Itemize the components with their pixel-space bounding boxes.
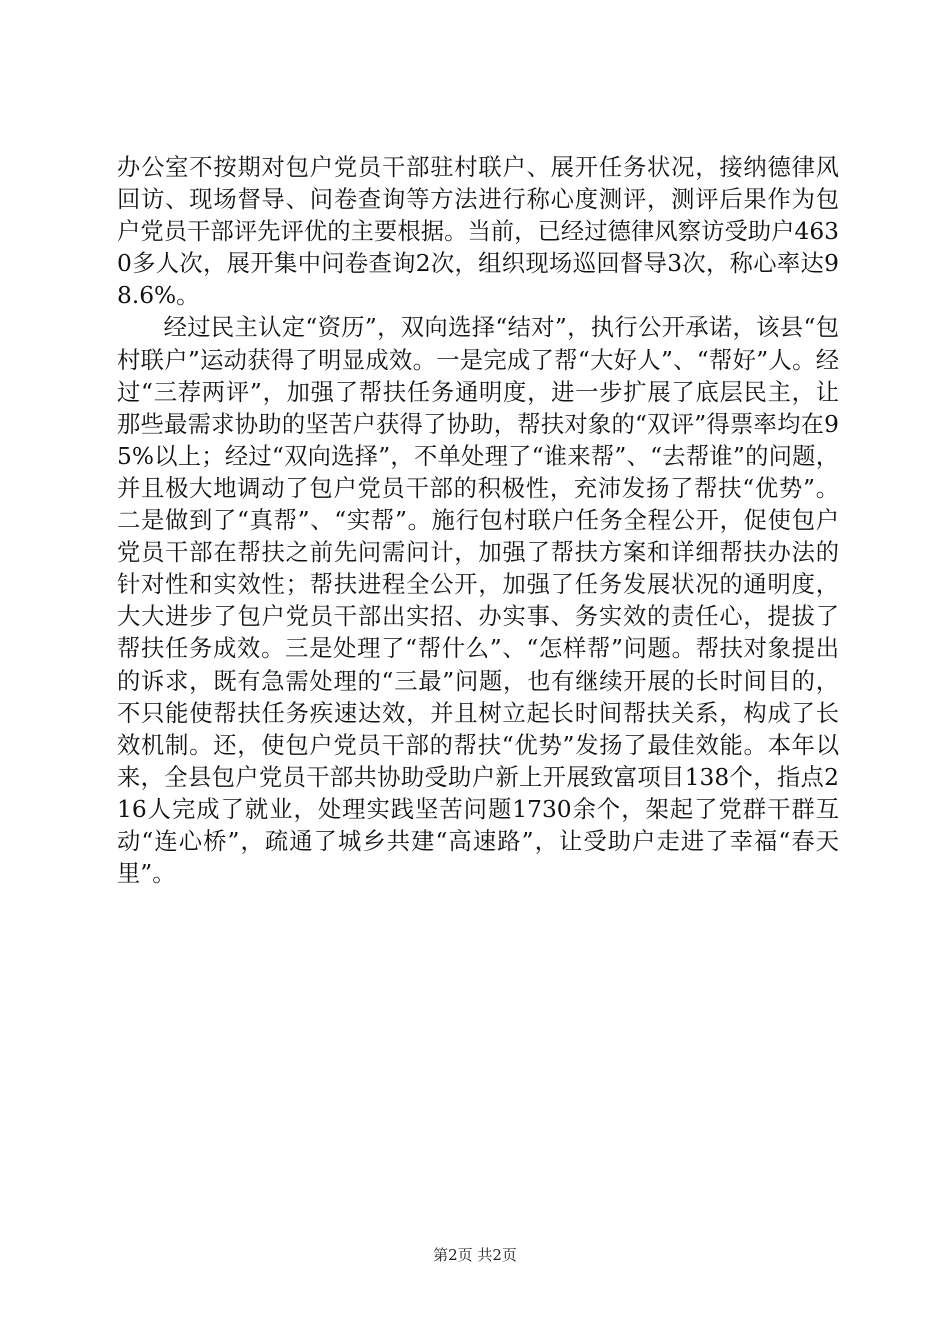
page-footer xyxy=(0,1244,950,1265)
paragraph-1: 办公室不按期对包户党员干部驻村联户、展开任务状况，接纳德律风回访、现场督导、问卷查询等方法进行称心度测评，测评后果作为包户党员干部评先评优的主要根据。当前，已经过德律风察访受助户4630多人次，展开集中问卷查询2次，组织现场巡回督导3次，称心率达98.6%。 xyxy=(117,154,839,310)
paragraph-2: 经过民主认定“资历”，双向选择“结对”，执行公开承诺，该县“包村联户”运动获得了明显成效。一是完成了帮“大好人”、“帮好”人。经过“三荐两评”，加强了帮扶任务通明度，进一步扩展了底层民主，让那些最需求协助的坚苦户获得了协助，帮扶对象的“双评”得票率均在95%以上；经过“双向选择”，不单处理了“谁来帮”、“去帮谁”的问题，并且极大地调动了包户党员干部的积极性，充沛发扬了帮扶“优势”。二是做到了“真帮”、“实帮”。施行包村联户任务全程公开，促使包户党员干部在帮扶之前先问需问计，加强了帮扶方案和详细帮扶办法的针对性和实效性；帮扶进程全公开，加强了任务发展状况的通明度，大大进步了包户党员干部出实招、办实事、务实效的责任心，提拔了帮扶任务成效。三是处理了“帮什么”、“怎样帮”问题。帮扶对象提出的诉求，既有急需处理的“三最”问题，也有继续开展的长时间目的，不只能使帮扶任务疾速达效，并且树立起长时间帮扶关系，构成了长效机制。还，使包户党员干部的帮扶“优势”发扬了最佳效能。本年以来，全县包户党员干部共协助受助户新上开展致富项目138个，指点216人完成了就业，处理实践坚苦问题1730余个，架起了党群干群互动“连心桥”，疏通了城乡共建“高速路”，让受助户走进了幸福“春天里”。 xyxy=(117,314,839,888)
page-number: 第2页 共2页 xyxy=(433,1246,517,1264)
document-body xyxy=(117,152,839,890)
